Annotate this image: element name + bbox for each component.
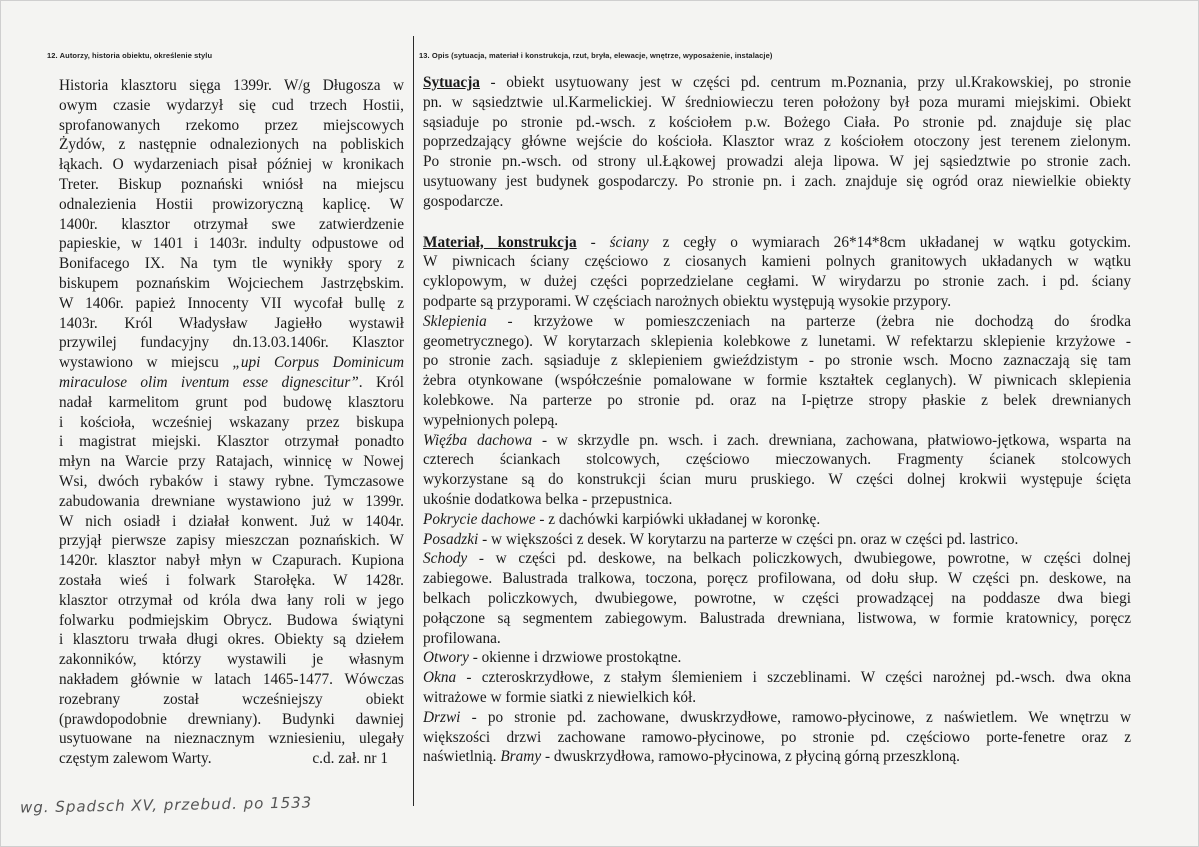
stairs-line: Schody - w części pd. deskowe, na belkach policzkowych, dwubiegowe, powrotne, w części dolnej [423, 550, 1131, 568]
material-line: podparte są przyporami. W częściach narożnych obiektu występują wysokie przypory. [423, 292, 952, 310]
situation-line: sąsiaduje po stronie pd.-wsch. z kościołem p.w. Bożego Ciała. Po stronie pd. znajduje się plac [423, 113, 1131, 131]
roof-line: czterech ściankach stolcowych, częściowo mieczowanych. Fragmenty ścianek stolcowych [423, 451, 1131, 469]
vaults-line: geometrycznego). W korytarzach sklepienia kolebkowe z lunetami. W refektarzu sklepienie krzyżowe - [423, 332, 1131, 350]
walls-label: ściany [609, 233, 649, 251]
history-line: i kościoła, wcześniej wskazany przez biskupa [59, 413, 404, 431]
history-line: Historia klasztoru sięga 1399r. W/g Długosza w [59, 77, 404, 94]
history-line: W 1406r. papież Innocenty VII wycofał bullę z [59, 294, 404, 312]
situation-line: Po stronie pn.-wsch. od strony ul.Łąkowej prowadzi aleja lipowa. W jej sąsiedztwie po stronie zach. [423, 153, 1131, 171]
stairs-line: zabiegowe. Balustrada tralkowa, toczona, poręcz profilowana, od dołu słup. W części pn. deskowe, na [423, 570, 1131, 588]
stairs-label: Schody [423, 550, 468, 568]
floors-line: Posadzki - w większości z desek. W korytarzu na parterze w części pn. oraz w części pd. lastrico. [423, 530, 1019, 548]
stairs-line: belkach policzkowych, dwubiegowe, powrotne, w części prowadzącej na poddasze dwa biegi [423, 589, 1131, 607]
history-line: odnalezienia Hostii prowizoryczną kaplicę. W [59, 195, 404, 213]
situation-line: usytuowany jest budynek gospodarczy. Po stronie pn. i zach. znajduje się ogród oraz niewielkie obiekty [423, 172, 1131, 190]
history-line: klasztor otrzymał od króla dwa łany roli w jego [59, 591, 404, 609]
history-line: zabudowania drewniane wystawiono już w 1399r. [59, 492, 404, 510]
history-line: nadał karmelitom grunt pod budowę klasztoru [59, 393, 404, 411]
history-line: rozebrany został wcześniejszy obiekt [59, 690, 404, 708]
history-line: została wieś i folwark Starołęka. W 1428r. [59, 571, 404, 589]
vaults-label: Sklepienia [423, 312, 487, 330]
vaults-line: kolebkowe. Na parterze po stronie pd. oraz na I-piętrze stropy płaskie z belek drewnianych [423, 391, 1131, 409]
doors-gates-line: naświetlnią. Bramy - dwuskrzydłowa, ramowo-płycinowa, z płyciną górną przeszkloną. [423, 748, 960, 766]
history-line: Bonifacego IX. Na tym tle wynikły spory z [59, 255, 404, 273]
history-line: W nich osiadł i działał konwent. Już w 1404r. [59, 512, 404, 530]
history-line: 1403r. Król Władysław Jagiełło wystawił [59, 314, 404, 332]
windows-label: Okna [423, 669, 457, 687]
situation-line: gospodarcze. [423, 192, 504, 210]
roof-line: wykorzystane są do konstrukcji ścian muru pruskiego. W części dolnej krokwii występuje ścięta [423, 471, 1131, 489]
stairs-line: profilowana. [423, 629, 501, 647]
history-line: młyn na Warcie przy Ratajach, winnicę w Nowej [59, 453, 404, 471]
history-line: i klasztoru trwała długi okres. Obiekty są dziełem [59, 631, 404, 649]
covering-label: Pokrycie dachowe [423, 510, 536, 528]
windows-line: Okna - czteroskrzydłowe, z stałym ślemieniem i szczeblinami. W części narożnej pd.-wsch. dwa okna [423, 669, 1131, 687]
history-line: i magistrat miejski. Klasztor otrzymał ponadto [59, 433, 404, 451]
history-text-column [59, 76, 404, 769]
history-line: sprofanowanych rzekomo przez miejscowych [59, 116, 404, 134]
history-line: (prawdopodobnie drewniany). Budynki dawniej [59, 710, 404, 728]
doors-line: większości drzwi zachowane ramowo-płycinowe, po stronie pd. częściowo porte-fenetre oraz z [423, 728, 1131, 746]
vaults-line: Sklepienia - krzyżowe w pomieszczeniach na parterze (żebra nie dochodzą do środka [423, 312, 1131, 330]
history-line: 1400r. klasztor otrzymał swe zatwierdzenie [59, 215, 404, 233]
roof-line: ukośnie dodatkowa belka - przepustnica. [423, 490, 673, 508]
history-line: 1420r. klasztor nabył młyn w Czapurach. Kupiona [59, 552, 404, 570]
latin-quote-end: miraculose olim iventum esse dignescitur” [59, 373, 359, 391]
openings-label: Otwory [423, 649, 469, 667]
floors-label: Posadzki [423, 530, 479, 548]
history-last-line: częstym zalewom Warty. c.d. zał. nr 1 [59, 750, 388, 768]
material-line: W piwnicach ściany częściowo z ciosanych kamieni polnych granitowych układanych w wątku [423, 253, 1131, 271]
material-line: Materiał, konstrukcja - ściany z cegły o wymiarach 26*14*8cm układanej w wątku gotyckim. [423, 233, 1131, 251]
material-label: Materiał, konstrukcja [423, 233, 577, 251]
openings-line: Otwory - okienne i drzwiowe prostokątne. [423, 649, 682, 667]
vaults-line: wypełnionych polepą. [423, 411, 559, 429]
doors-label: Drzwi [423, 708, 461, 726]
doors-line: Drzwi - po stronie pd. zachowane, dwuskrzydłowe, ramowo-płycinowe, z naświetlem. We wnętrzu w [423, 708, 1131, 726]
continuation-reference: c.d. zał. nr 1 [312, 750, 388, 768]
history-line: Wsi, dwóch rybaków i stawy rybne. Tymczasowe [59, 472, 404, 490]
history-line: łąkach. O wydarzeniach pisał później w kronikach [59, 156, 404, 174]
section-13-header: 13. Opis (sytuacja, materiał i konstrukcja, rzut, bryła, elewacje, wnętrze, wyposażenie, instalacje) [419, 51, 773, 60]
history-line: wystawiono w miejscu „upi Corpus Dominicum [59, 354, 404, 372]
history-line: nakładem głównie w latach 1465-1477. Wówczas [59, 670, 404, 688]
latin-quote: „upi Corpus Dominicum [232, 354, 404, 372]
situation-line: Sytuacja - obiekt usytuowany jest w części pd. centrum m.Poznania, przy ul.Krakowskiej, po stronie [423, 74, 1131, 91]
covering-line: Pokrycie dachowe - z dachówki karpiówki układanej w koronkę. [423, 510, 821, 528]
history-line: Żydów, z następnie odnalezionych na pobliskich [59, 136, 404, 154]
history-line: zakonników, którzy wystawili je własnym [59, 651, 404, 669]
material-line: cyklopowym, w dużej części poprzedzielane cegłami. W wirydarzu po stronie zach. i pd. ściany [423, 273, 1131, 291]
history-line: miraculose olim iventum esse dignescitur”. Król [59, 373, 404, 391]
stairs-line: połączone są segmentem zabiegowym. Balustrada drewniana, listwowa, w formie kratownicy, poręcz [423, 609, 1131, 627]
roof-line: Więźba dachowa - w skrzydle pn. wsch. i zach. drewniana, zachowana, płatwiowo-jętkowa, wsparta na [423, 431, 1131, 449]
situation-line: pn. w sąsiedztwie ul.Karmelickiej. W średniowieczu teren położony był poza murami miejskimi. Obiekt [423, 93, 1131, 111]
column-divider [413, 36, 414, 806]
history-line: owym czasie wydarzył się cud trzech Hostii, [59, 96, 404, 114]
history-line: biskupem poznańskim Wojciechem Jastrzębskim. [59, 274, 404, 292]
history-line: usytuowane na nieznacznym wzniesieniu, ulegały [59, 730, 404, 748]
gates-label: Bramy [500, 748, 542, 766]
history-line: papieskie, w 1401 i 1403r. indulty odpustowe od [59, 235, 404, 253]
roof-label: Więźba dachowa [423, 431, 533, 449]
history-line: Treter. Biskup poznański wniósł na miejscu [59, 175, 404, 193]
vaults-line: po stronie zach. sąsiaduje z sklepieniem gwieździstym - po stronie wsch. Mocno zaznaczają się tam [423, 352, 1131, 370]
windows-line: witrażowe w formie siatki z niewielkich kół. [423, 688, 697, 706]
section-12-header: 12. Autorzy, historia obiektu, określenie stylu [47, 51, 213, 60]
handwritten-note: wg. Spadsch XV, przebud. po 1533 [19, 793, 313, 817]
vaults-line: żebra otynkowane (współcześnie pomalowane w formie kształtek ceglanych). W piwnicach sklepienia [423, 372, 1131, 390]
situation-label: Sytuacja [423, 74, 480, 91]
situation-line: poprzedzający główne wejście do kościoła. Klasztor wraz z kościołem otoczony jest terenem zielonym. [423, 133, 1131, 151]
history-line: przywilej fundacyjny dn.13.03.1406r. Klasztor [59, 334, 404, 352]
description-text-column [423, 73, 1131, 767]
history-line: folwarku podmiejskim Obrycz. Budowa świątyni [59, 611, 404, 629]
history-line: przyjął pierwsze zapisy mieszczan poznańskich. W [59, 532, 404, 550]
